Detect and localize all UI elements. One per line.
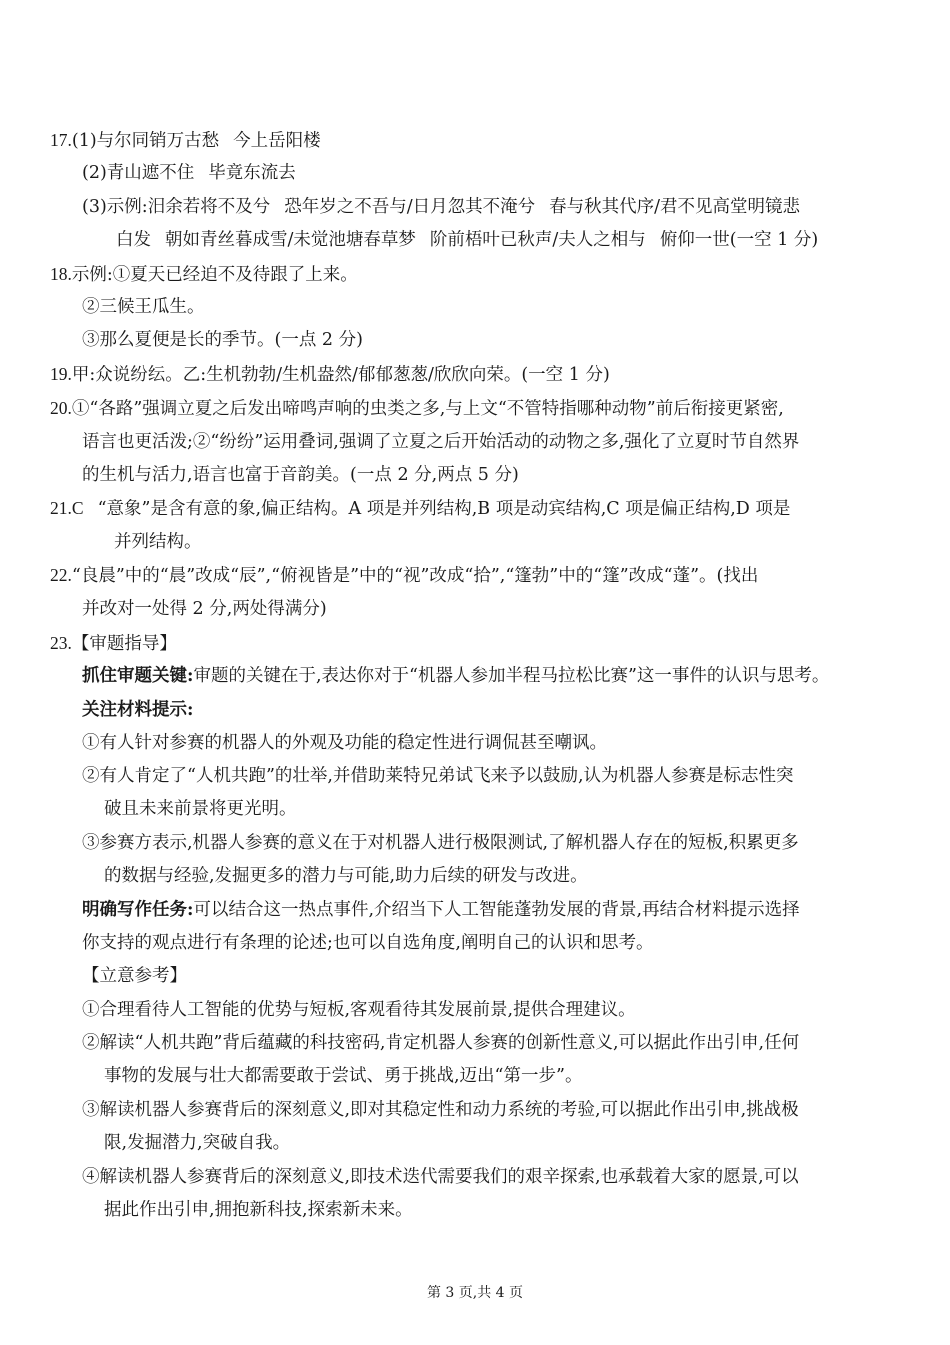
answer-text: 破且未来前景将更光明。 [104, 799, 297, 819]
q23-material-3-line-2 [104, 864, 588, 888]
answer-text: ③参赛方表示,机器人参赛的意义在于对机器人进行极限测试,了解机器人存在的短板,积累更多 [82, 833, 799, 853]
part-mark: (2) [82, 163, 107, 183]
answer-text: 你支持的观点进行有条理的论述;也可以自选角度,阐明自己的认识和思考。 [82, 933, 654, 953]
answer-text: 的数据与经验,发掘更多的潜力与可能,助力后续的研发与改进。 [104, 866, 588, 886]
answer-text: 的生机与活力,语言也富于音韵美。(一点 2 分,两点 5 分) [82, 465, 519, 485]
q23-idea-3-line-2 [104, 1131, 290, 1155]
q20-line-3 [82, 463, 519, 487]
answer-text: 事物的发展与壮大都需要敢于尝试、勇于挑战,迈出“第一步”。 [104, 1066, 583, 1086]
q17-line-3 [82, 195, 800, 219]
answer-text: 示例: [106, 197, 148, 217]
answer-text: 审题的关键在于,表达你对于“机器人参加半程马拉松比赛”这一事件的认识与思考。 [193, 666, 830, 686]
answer-text: 俯仰一世(一空 1 分) [659, 230, 819, 250]
answer-text: 今上岳阳楼 [233, 131, 321, 151]
q21-line-1 [50, 496, 790, 521]
answer-text: ②有人肯定了“人机共跑”的壮举,并借助莱特兄弟试飞来予以鼓励,认为机器人参赛是标志性突 [82, 766, 794, 786]
question-number: 18. [50, 264, 72, 284]
q23-idea-1 [82, 998, 636, 1022]
q18-line-2 [82, 295, 205, 319]
label-key: 抓住审题关键: [82, 666, 194, 686]
answer-text: 并改对一处得 2 分,两处得满分) [82, 599, 327, 619]
question-number: 17. [50, 130, 72, 150]
q23-material-2-line-2 [104, 797, 297, 821]
q23-idea-3-line-1 [82, 1098, 799, 1122]
answer-text: ①合理看待人工智能的优势与短板,客观看待其发展前景,提供合理建议。 [82, 1000, 636, 1020]
answer-text: “良晨”中的“晨”改成“辰”,“俯视皆是”中的“视”改成“拾”,“篷勃”中的“篷”改成“蓬”。(找出 [71, 566, 759, 586]
q23-key-line [82, 664, 829, 688]
q23-task-line-2 [82, 931, 653, 955]
answer-text: 语言也更活泼;②“纷纷”运用叠词,强调了立夏之后开始活动的动物之多,强化了立夏时节自然界 [82, 432, 800, 452]
question-number: 20. [50, 398, 72, 418]
answer-text: 据此作出引申,拥抱新科技,探索新未来。 [104, 1200, 413, 1220]
q23-heading [50, 631, 177, 656]
q20-line-2 [82, 430, 799, 454]
q22-line-1 [50, 563, 758, 588]
answer-text: 汨余若将不及兮 [147, 197, 271, 217]
answer-text: 可以结合这一热点事件,介绍当下人工智能蓬勃发展的背景,再结合材料提示选择 [193, 900, 800, 920]
question-number: 22. [50, 565, 72, 585]
choice-answer: C [71, 498, 84, 518]
question-number: 23. [50, 633, 72, 653]
q23-idea-2-line-2 [104, 1064, 582, 1088]
answer-text: ④解读机器人参赛背后的深刻意义,即技术迭代需要我们的艰辛探索,也承载着大家的愿景,可以 [82, 1167, 799, 1187]
q18-line-3 [82, 328, 363, 352]
q17-line-1 [50, 128, 321, 153]
answer-text: ③解读机器人参赛背后的深刻意义,即对其稳定性和动力系统的考验,可以据此作出引申,挑战极 [82, 1100, 799, 1120]
answer-text: ①“各路”强调立夏之后发出啼鸣声响的虫类之多,与上文“不管特指哪种动物”前后衔接更紧密, [71, 399, 784, 419]
q23-idea-4-line-2 [104, 1198, 413, 1222]
answer-text: “意象”是含有意的象,偏正结构。A 项是并列结构,B 项是动宾结构,C 项是偏正结构,D 项是 [97, 499, 791, 519]
q23-idea-4-line-1 [82, 1165, 799, 1189]
answer-text: 朝如青丝暮成雪/未觉池塘春草梦 [165, 230, 416, 250]
q18-line-1 [50, 262, 358, 287]
question-number: 21. [50, 498, 72, 518]
answer-text: 毕竟东流去 [208, 163, 296, 183]
answer-text: 青山遮不住 [106, 163, 195, 183]
q23-material-label-line [82, 698, 193, 722]
q23-task-line-1 [82, 898, 800, 922]
answer-text: ①有人针对参赛的机器人的外观及功能的稳定性进行调侃甚至嘲讽。 [82, 733, 607, 753]
answer-text: 并列结构。 [114, 532, 202, 552]
answer-text: ③那么夏便是长的季节。(一点 2 分) [82, 330, 363, 350]
q23-idea-2-line-1 [82, 1031, 799, 1055]
q17-line-4 [116, 228, 818, 252]
q22-line-2 [82, 597, 327, 621]
q19-line [50, 362, 610, 387]
question-number: 19. [50, 364, 72, 384]
section-heading: 【立意参考】 [82, 966, 187, 986]
label-task: 明确写作任务: [82, 900, 194, 920]
q21-line-2 [114, 530, 202, 554]
answer-text: 阶前梧叶已秋声/夫人之相与 [429, 230, 646, 250]
part-mark: (1) [71, 131, 97, 151]
page-footer: 第 3 页,共 4 页 [426, 1285, 524, 1301]
answer-text: 与尔同销万古愁 [96, 131, 220, 151]
q23-idea-heading [82, 964, 187, 988]
answer-text: 恐年岁之不吾与/日月忽其不淹兮 [284, 197, 536, 217]
answer-text: 白发 [116, 230, 151, 250]
q17-line-2 [82, 161, 296, 185]
answer-text: ②解读“人机共跑”背后蕴藏的科技密码,肯定机器人参赛的创新性意义,可以据此作出引申,任何 [82, 1033, 800, 1053]
answer-text: 春与秋其代序/君不见高堂明镜悲 [549, 197, 801, 217]
answer-text: 示例:①夏天已经迫不及待跟了上来。 [71, 265, 358, 285]
q23-material-2-line-1 [82, 764, 794, 788]
section-heading: 【审题指导】 [71, 634, 177, 654]
answer-text: ②三候王瓜生。 [82, 297, 205, 317]
q23-material-1 [82, 731, 607, 755]
answer-text: 甲:众说纷纭。乙:生机勃勃/生机盎然/郁郁葱葱/欣欣向荣。(一空 1 分) [71, 365, 610, 385]
part-mark: (3) [82, 197, 107, 217]
answer-text: 限,发掘潜力,突破自我。 [104, 1133, 291, 1153]
label-material: 关注材料提示: [82, 700, 194, 720]
q20-line-1 [50, 396, 784, 421]
q23-material-3-line-1 [82, 831, 799, 855]
